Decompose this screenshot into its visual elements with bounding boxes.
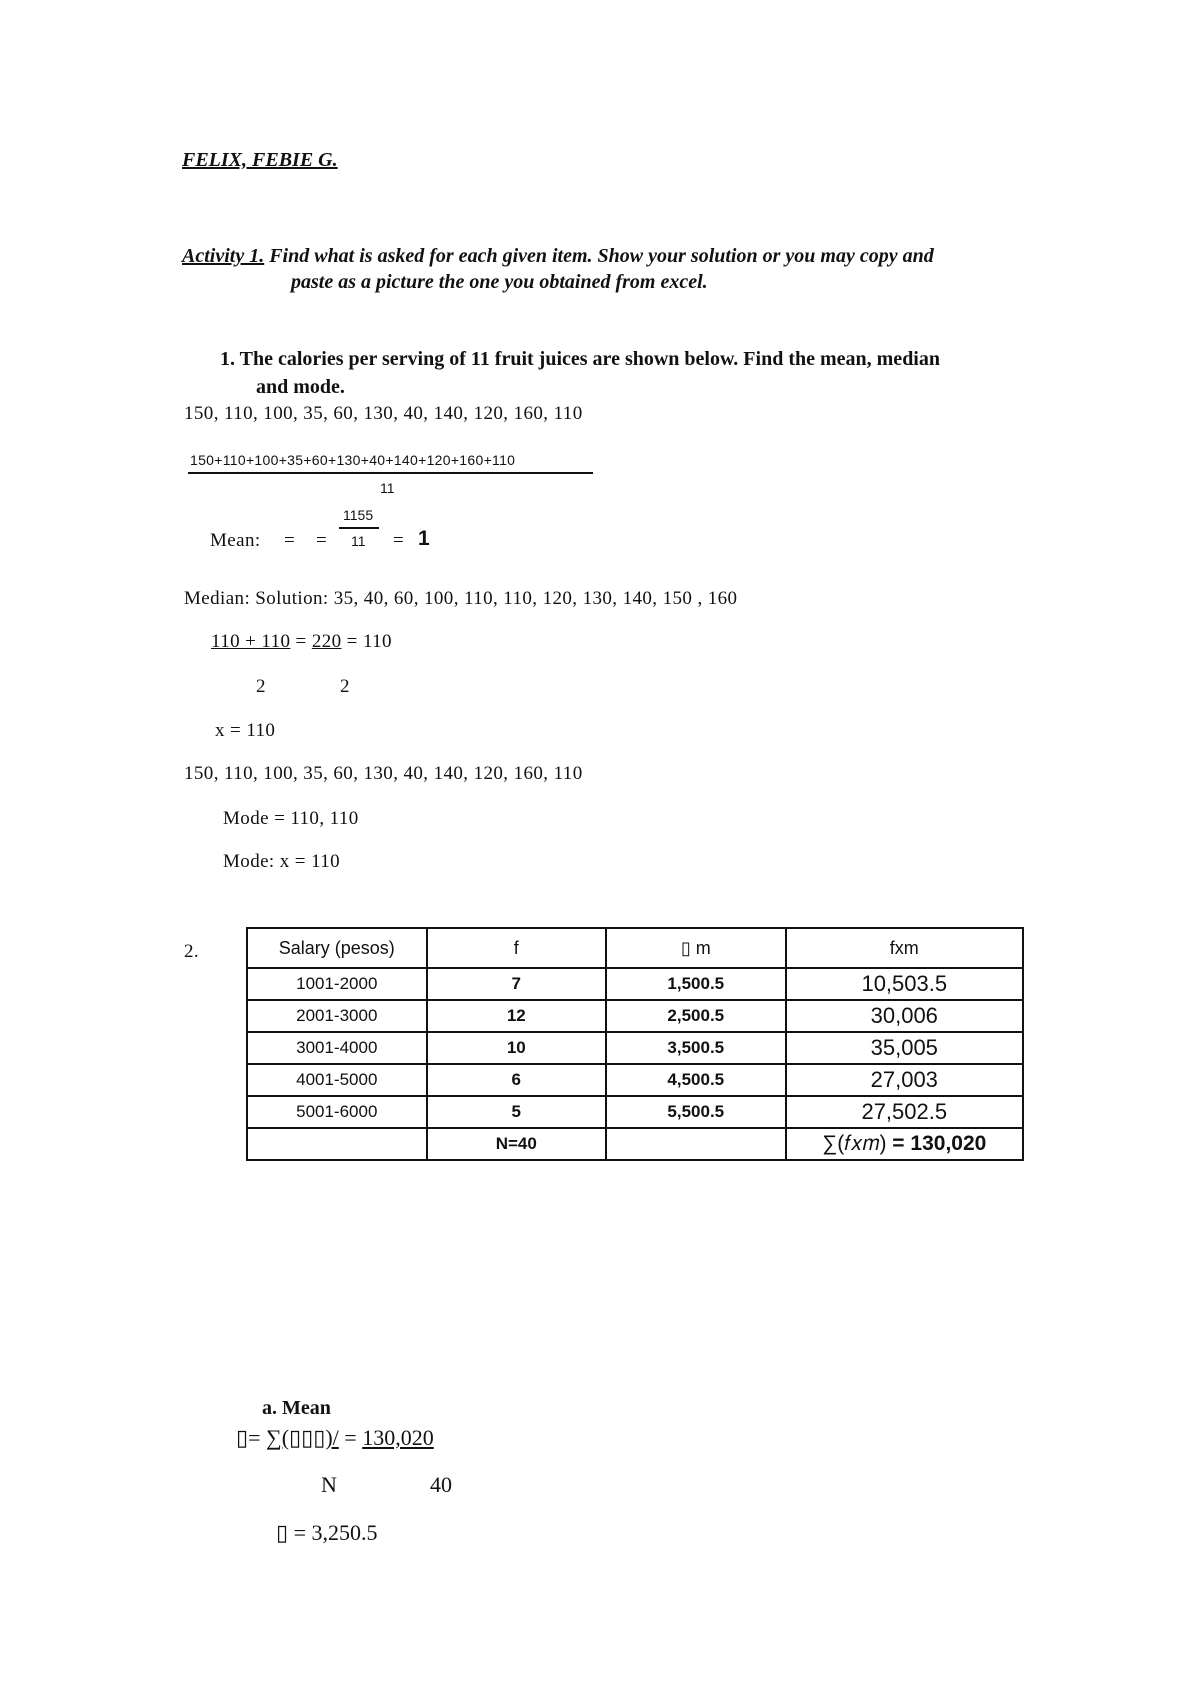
mean-eq2: = — [316, 530, 328, 551]
cell-salary: 4001-5000 — [247, 1064, 427, 1096]
mean-fraction-numerator: 150+110+100+35+60+130+40+140+120+160+110 — [190, 452, 516, 468]
cell-f: 5 — [427, 1096, 606, 1128]
problem2-number: 2. — [184, 941, 200, 962]
header-fxm: fxm — [786, 928, 1023, 968]
table-row — [247, 1000, 1023, 1032]
cell-fxm: 27,003 — [786, 1064, 1023, 1096]
header-f: f — [427, 928, 606, 968]
cell-salary: 1001-2000 — [247, 968, 427, 1000]
mean-formula — [236, 1425, 434, 1451]
cell-fxm: 30,006 — [786, 1000, 1023, 1032]
cell-f: 12 — [427, 1000, 606, 1032]
table-row — [247, 1032, 1023, 1064]
cell-salary: 2001-3000 — [247, 1000, 427, 1032]
cell-midpoint: 4,500.5 — [606, 1064, 786, 1096]
median-line: Median: Solution: 35, 40, 60, 100, 110, 110, 120, 130, 140, 150 , 160 — [184, 588, 738, 609]
activity-label: Activity 1. — [182, 245, 265, 267]
table-row — [247, 1096, 1023, 1128]
mean-eq1: = — [284, 530, 296, 551]
median-calc — [211, 631, 392, 653]
cell-midpoint: 1,500.5 — [606, 968, 786, 1000]
mean-formula-eq: = — [338, 1425, 363, 1450]
median-calc-num1: 110 + 110 — [211, 631, 291, 652]
mean-formula-value: 130,020 — [362, 1425, 434, 1450]
cell-midpoint: 5,500.5 — [606, 1096, 786, 1128]
cell-salary: 3001-4000 — [247, 1032, 427, 1064]
mean-heading: a. Mean — [262, 1397, 331, 1419]
header-salary: Salary (pesos) — [247, 928, 427, 968]
mean-result-2: ▯ = 3,250.5 — [276, 1520, 378, 1545]
mean-fraction-bar — [188, 472, 593, 474]
cell-midpoint: 3,500.5 — [606, 1032, 786, 1064]
cell-fxm: 35,005 — [786, 1032, 1023, 1064]
header-midpoint: ▯ m — [606, 928, 786, 968]
mean-sum: 1155 — [343, 507, 374, 523]
mean-sum-bar — [339, 527, 379, 529]
mean-formula-lhs: ▯= — [236, 1425, 267, 1450]
median-den1: 2 — [256, 676, 266, 697]
mode-data-line: 150, 110, 100, 35, 60, 130, 40, 140, 120, 160, 110 — [184, 763, 583, 784]
cell-total-fxm — [786, 1128, 1023, 1160]
mean-fraction-denominator: 11 — [380, 480, 395, 496]
total-fxm-value: = 130,020 — [886, 1132, 987, 1155]
mean-den-value: 40 — [430, 1472, 452, 1497]
cell-empty — [247, 1128, 427, 1160]
median-calc-rest: = 110 — [341, 631, 392, 652]
salary-table — [246, 927, 1024, 1161]
activity-instruction — [182, 245, 934, 268]
cell-salary: 5001-6000 — [247, 1096, 427, 1128]
problem1-data-line: 150, 110, 100, 35, 60, 130, 40, 140, 120, 160, 110 — [184, 403, 583, 424]
cell-total-f: N=40 — [427, 1128, 606, 1160]
activity-instruction-line1: Find what is asked for each given item. Show your solution or you may copy and — [264, 245, 934, 267]
table-row — [247, 1064, 1023, 1096]
mean-label: Mean: — [210, 530, 261, 551]
cell-f: 7 — [427, 968, 606, 1000]
mean-formula-sum: ∑(▯▯▯)/ — [266, 1425, 339, 1450]
table-header-row — [247, 928, 1023, 968]
problem1-question-line2: and mode. — [256, 376, 345, 398]
mean-eq3: = — [393, 530, 405, 551]
cell-fxm: 27,502.5 — [786, 1096, 1023, 1128]
median-result: x = 110 — [215, 720, 276, 741]
median-den2: 2 — [340, 676, 350, 697]
mean-count: 11 — [351, 533, 366, 549]
total-fxm-symbol: ∑(𝑓𝑥𝑚) — [822, 1132, 887, 1155]
cell-fxm: 10,503.5 — [786, 968, 1023, 1000]
table-total-row — [247, 1128, 1023, 1160]
mean-den-n: N — [321, 1472, 337, 1497]
cell-midpoint: 2,500.5 — [606, 1000, 786, 1032]
mode-line1: Mode = 110, 110 — [223, 808, 359, 829]
problem1-question-line1: 1. The calories per serving of 11 fruit juices are shown below. Find the mean, median — [220, 348, 940, 370]
median-calc-num2: 220 — [311, 631, 342, 652]
activity-instruction-line2: paste as a picture the one you obtained from excel. — [291, 271, 708, 293]
mean-result: 1 — [418, 527, 430, 550]
cell-f: 10 — [427, 1032, 606, 1064]
median-calc-eq1: = — [290, 631, 312, 652]
cell-f: 6 — [427, 1064, 606, 1096]
table-row — [247, 968, 1023, 1000]
mode-line2: Mode: x = 110 — [223, 851, 341, 872]
cell-empty — [606, 1128, 786, 1160]
author-name: FELIX, FEBIE G. — [182, 149, 338, 171]
